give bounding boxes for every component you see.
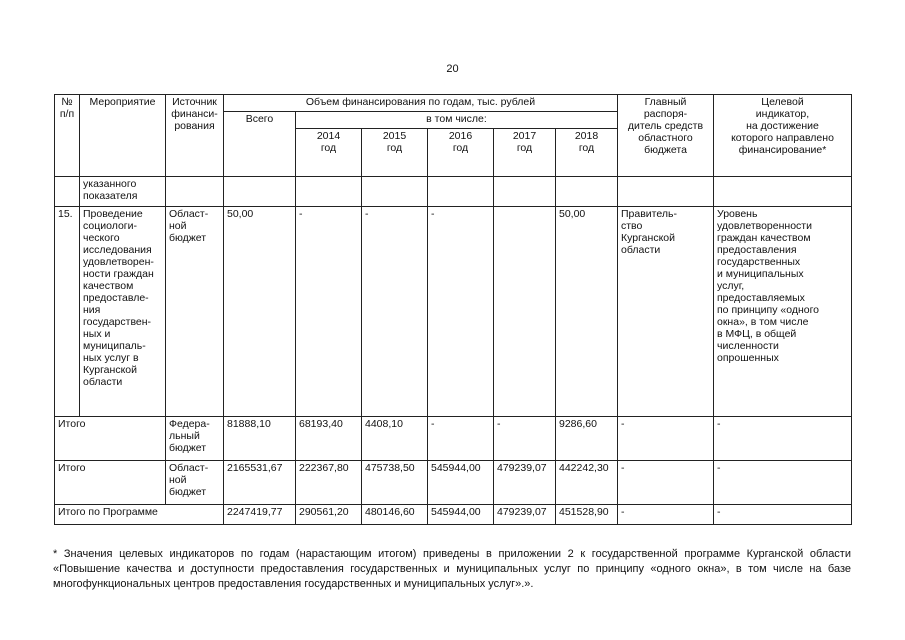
cell-2016: - bbox=[428, 417, 494, 461]
header-total: Всего bbox=[224, 112, 296, 177]
table-row-continuation bbox=[55, 177, 852, 207]
cell-2018: 451528,90 bbox=[556, 505, 618, 525]
cell-total: 2165531,67 bbox=[224, 461, 296, 505]
cell-2014: 68193,40 bbox=[296, 417, 362, 461]
table-row-total-regional bbox=[55, 461, 852, 505]
cell-manager: - bbox=[618, 505, 714, 525]
cell-event: указанного показателя bbox=[80, 177, 166, 207]
cell-manager: - bbox=[618, 417, 714, 461]
cell-total: 81888,10 bbox=[224, 417, 296, 461]
cell-2015: 480146,60 bbox=[362, 505, 428, 525]
cell-manager: Правитель- ство Курганской области bbox=[618, 207, 714, 417]
cell-label: Итого bbox=[55, 417, 166, 461]
cell-manager: - bbox=[618, 461, 714, 505]
header-year-2017: 2017 год bbox=[494, 129, 556, 177]
cell-2016: 545944,00 bbox=[428, 461, 494, 505]
cell-2016: 545944,00 bbox=[428, 505, 494, 525]
cell-2017: 479239,07 bbox=[494, 461, 556, 505]
cell-num: 15. bbox=[55, 207, 80, 417]
header-num: № п/п bbox=[55, 95, 80, 177]
header-year-2015: 2015 год bbox=[362, 129, 428, 177]
header-including: в том числе: bbox=[296, 112, 618, 129]
cell-2017: 479239,07 bbox=[494, 505, 556, 525]
cell-2015: - bbox=[362, 207, 428, 417]
cell-2018: 50,00 bbox=[556, 207, 618, 417]
header-year-2016: 2016 год bbox=[428, 129, 494, 177]
cell-event: Проведение социологи- ческого исследования удовлетворен- ности граждан качеством предоставле- ния государствен- ных и муниципаль- ных услуг в Курганской области bbox=[80, 207, 166, 417]
cell-2014: 290561,20 bbox=[296, 505, 362, 525]
cell-2017: - bbox=[494, 417, 556, 461]
cell-2014: 222367,80 bbox=[296, 461, 362, 505]
cell-source: Област- ной бюджет bbox=[166, 461, 224, 505]
page-number: 20 bbox=[446, 63, 459, 75]
financing-table bbox=[54, 94, 852, 525]
cell-2017 bbox=[494, 207, 556, 417]
cell-label: Итого bbox=[55, 461, 166, 505]
cell-2015: 4408,10 bbox=[362, 417, 428, 461]
cell-total: 50,00 bbox=[224, 207, 296, 417]
header-source: Источник финанси- рования bbox=[166, 95, 224, 177]
cell-indicator: - bbox=[714, 461, 852, 505]
cell-2014: - bbox=[296, 207, 362, 417]
table-row-15 bbox=[55, 207, 852, 417]
table-row-total-federal bbox=[55, 417, 852, 461]
cell-indicator: Уровень удовлетворенности граждан качеством предоставления государственных и муниципальных услуг, предоставляемых по принципу «одного окна», в том числе в МФЦ, в общей численности опрошенных bbox=[714, 207, 852, 417]
cell-2018: 442242,30 bbox=[556, 461, 618, 505]
header-year-2014: 2014 год bbox=[296, 129, 362, 177]
footnote: * Значения целевых индикаторов по годам (нарастающим итогом) приведены в приложении 2 к государственной программе Курганской области «Повышение качества и доступности предоставления государственных и муниципальных услуг по принципу «одного окна», в том числе на базе многофункциональных центров предоставления государственных и муниципальных услуг».». bbox=[53, 548, 851, 590]
cell-2015: 475738,50 bbox=[362, 461, 428, 505]
cell-label: Итого по Программе bbox=[55, 505, 224, 525]
table-row-total-program bbox=[55, 505, 852, 525]
cell-2018: 9286,60 bbox=[556, 417, 618, 461]
cell-total: 2247419,77 bbox=[224, 505, 296, 525]
header-event: Мероприятие bbox=[80, 95, 166, 177]
cell-indicator: - bbox=[714, 505, 852, 525]
cell-indicator: - bbox=[714, 417, 852, 461]
header-volume: Объем финансирования по годам, тыс. рублей bbox=[224, 95, 618, 112]
header-indicator: Целевой индикатор, на достижение которого направлено финансирование* bbox=[714, 95, 852, 177]
header-year-2018: 2018 год bbox=[556, 129, 618, 177]
header-row-1 bbox=[55, 95, 852, 112]
cell-source: Федера- льный бюджет bbox=[166, 417, 224, 461]
header-manager: Главный распоря- дитель средств областного бюджета bbox=[618, 95, 714, 177]
cell-2016: - bbox=[428, 207, 494, 417]
cell-source: Област- ной бюджет bbox=[166, 207, 224, 417]
